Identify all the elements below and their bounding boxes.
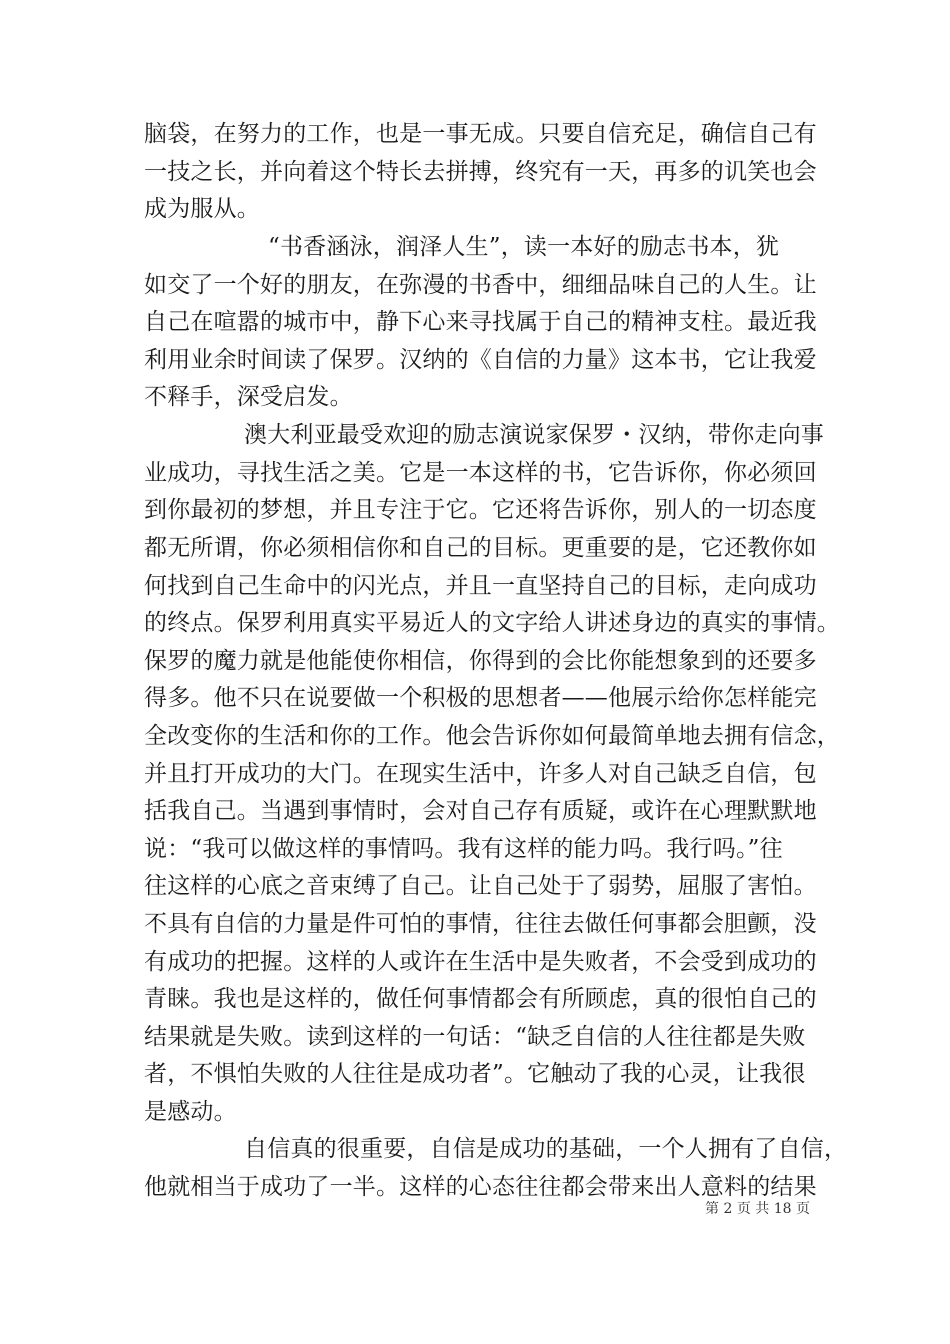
text-line: 他就相当于成功了一半。这样的心态往往都会带来出人意料的结果 xyxy=(144,1174,817,1200)
text-line: 青睐。我也是这样的，做任何事情都会有所顾虑，真的很怕自己的 xyxy=(144,986,817,1012)
text-line: 何找到自己生命中的闪光点，并且一直坚持自己的目标，走向成功 xyxy=(144,573,817,599)
text-line: 者，不惧怕失败的人往往是成功者”。它触动了我的心灵，让我很 xyxy=(144,1061,806,1087)
paragraph-start: “书香涵泳，润泽人生”，读一本好的励志书本，犹 xyxy=(268,234,780,260)
text-line: 并且打开成功的大门。在现实生活中，许多人对自己缺乏自信，包 xyxy=(144,761,817,787)
text-line: 成为服从。 xyxy=(144,196,260,222)
text-line: 利用业余时间读了保罗。汉纳的《自信的力量》这本书，它让我爱 xyxy=(144,347,817,373)
text-line: 脑袋，在努力的工作，也是一事无成。只要自信充足，确信自己有 xyxy=(144,121,817,147)
text-line: 不释手，深受启发。 xyxy=(144,384,353,410)
text-line: 得多。他不只在说要做一个积极的思想者——他展示给你怎样能完 xyxy=(144,685,817,711)
text-line: 有成功的把握。这样的人或许在生活中是失败者，不会受到成功的 xyxy=(144,949,817,975)
text-line: 自己在喧嚣的城市中，静下心来寻找属于自己的精神支柱。最近我 xyxy=(144,309,817,335)
page-number-footer: 第 2 页 共 18 页 xyxy=(705,1201,810,1217)
text-line: 说：“我可以做这样的事情吗。我有这样的能力吗。我行吗。”往 xyxy=(144,836,783,862)
text-line: 的终点。保罗利用真实平易近人的文字给人讲述身边的真实的事情。 xyxy=(144,610,840,636)
text-line: 结果就是失败。读到这样的一句话：“缺乏自信的人往往都是失败 xyxy=(144,1024,806,1050)
text-line: 全改变你的生活和你的工作。他会告诉你如何最简单地去拥有信念， xyxy=(144,723,840,749)
paragraph-start: 自信真的很重要，自信是成功的基础，一个人拥有了自信， xyxy=(244,1136,848,1162)
text-line: 如交了一个好的朋友，在弥漫的书香中，细细品味自己的人生。让 xyxy=(144,272,817,298)
text-line: 括我自己。当遇到事情时，会对自己存有质疑，或许在心理默默地 xyxy=(144,798,817,824)
text-line: 到你最初的梦想，并且专注于它。它还将告诉你，别人的一切态度 xyxy=(144,497,817,523)
text-line: 都无所谓，你必须相信你和自己的目标。更重要的是，它还教你如 xyxy=(144,535,817,561)
text-line: 不具有自信的力量是件可怕的事情，往往去做任何事都会胆颤，没 xyxy=(144,911,817,937)
text-line: 一技之长，并向着这个特长去拼搏，终究有一天，再多的讥笑也会 xyxy=(144,159,817,185)
text-line: 保罗的魔力就是他能使你相信，你得到的会比你能想象到的还要多 xyxy=(144,648,817,674)
paragraph-start: 澳大利亚最受欢迎的励志演说家保罗・汉纳，带你走向事 xyxy=(244,422,824,448)
text-line: 是感动。 xyxy=(144,1099,237,1125)
text-line: 业成功，寻找生活之美。它是一本这样的书，它告诉你，你必须回 xyxy=(144,460,817,486)
text-line: 往这样的心底之音束缚了自己。让自己处于了弱势，屈服了害怕。 xyxy=(144,873,817,899)
